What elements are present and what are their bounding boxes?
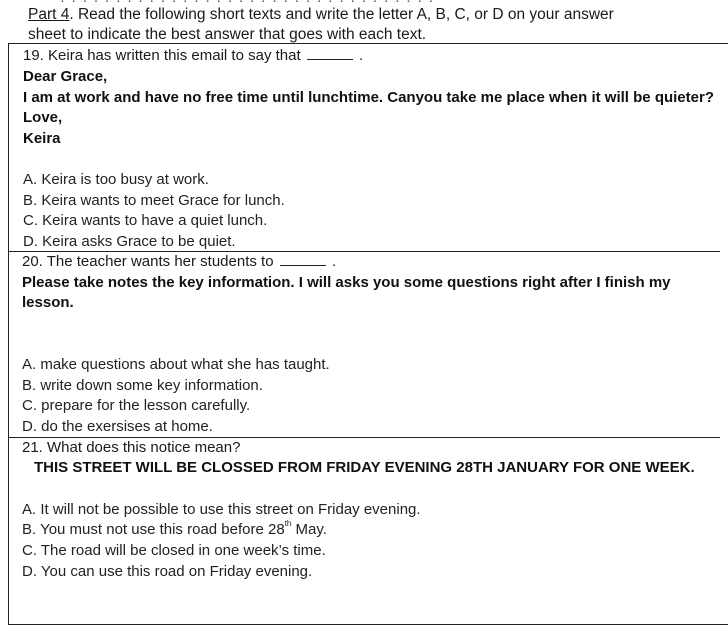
header-instruction: . Read the following short texts and write the letter A, B, C, or D on your answer	[69, 6, 614, 23]
q19-email-body: I am at work and have no free time until lunchtime. Canyou take me place when it will be quieter?	[23, 89, 714, 106]
q19-stem-text: 19. Keira has written this email to say that	[23, 47, 301, 64]
q19-stem-end: .	[358, 47, 364, 64]
q21-option-b	[22, 520, 327, 539]
header-line-1	[28, 5, 614, 25]
q21-option-b-text: B. You must not use this road before 28	[22, 521, 285, 538]
section-header	[28, 5, 614, 45]
q20-option-a: A. make questions about what she has taught.	[22, 356, 330, 373]
divider-20-21	[8, 437, 720, 438]
q20-stem-text: 20. The teacher wants her students to	[22, 253, 274, 270]
q20-option-d: D. do the exersises at home.	[22, 418, 213, 435]
q20-option-b: B. write down some key information.	[22, 377, 263, 394]
q19-closing: Love,	[23, 109, 63, 126]
q20-option-c: C. prepare for the lesson carefully.	[22, 397, 251, 414]
question-box-lower	[8, 43, 728, 625]
q20-stem	[22, 252, 336, 271]
q20-blank	[280, 254, 326, 266]
q19-signature: Keira	[23, 130, 61, 147]
header-line-2: sheet to indicate the best answer that goes with each text.	[28, 26, 427, 43]
q21-option-c: C. The road will be closed in one week’s time.	[22, 542, 326, 559]
q21-option-b-superscript: th	[284, 519, 292, 528]
cropped-previous-text: · · · · · · · · · · · · · · · · · · · · · · · · · · · · · · · · · ·	[60, 0, 435, 9]
q20-text-line-2: lesson.	[22, 294, 74, 311]
q21-option-b-end: May.	[291, 521, 327, 538]
q20-text-line-1: Please take notes the key information. I will asks you some questions right after I finish my	[22, 274, 671, 291]
q20-stem-end: .	[331, 253, 337, 270]
q19-option-c: C. Keira wants to have a quiet lunch.	[23, 212, 268, 229]
q21-stem: 21. What does this notice mean?	[22, 439, 241, 456]
q19-option-b: B. Keira wants to meet Grace for lunch.	[23, 192, 285, 209]
q21-notice: THIS STREET WILL BE CLOSSED FROM FRIDAY EVENING 28TH JANUARY FOR ONE WEEK.	[34, 459, 695, 476]
q21-option-a: A. It will not be possible to use this street on Friday evening.	[22, 501, 421, 518]
q19-greeting: Dear Grace,	[23, 68, 108, 85]
q21-option-d: D. You can use this road on Friday evening.	[22, 563, 313, 580]
q19-option-a: A. Keira is too busy at work.	[23, 171, 209, 188]
part-label: Part 4	[28, 6, 70, 23]
q19-option-d: D. Keira asks Grace to be quiet.	[23, 233, 236, 250]
